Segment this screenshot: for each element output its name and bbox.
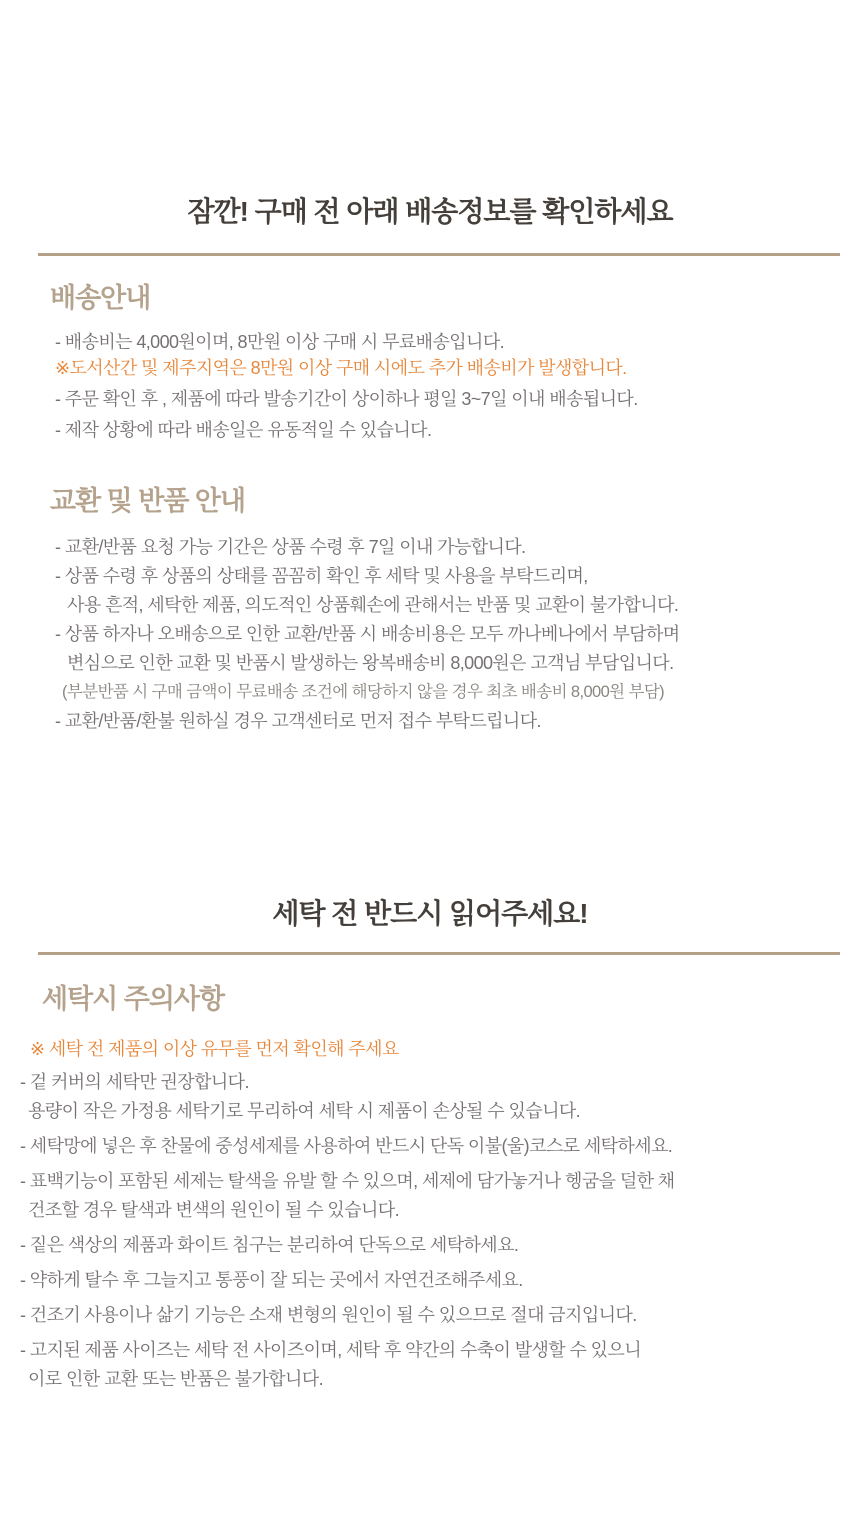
- info-line: - 교환/반품 요청 가능 기간은 상품 수령 후 7일 이내 가능합니다.: [55, 537, 526, 557]
- info-line: - 교환/반품/환불 원하실 경우 고객센터로 먼저 접수 부탁드립니다.: [55, 711, 541, 731]
- info-line: - 배송비는 4,000원이며, 8만원 이상 구매 시 무료배송입니다.: [55, 332, 505, 352]
- info-line: 이로 인한 교환 또는 반품은 불가합니다.: [28, 1369, 324, 1389]
- info-line: - 상품 하자나 오배송으로 인한 교환/반품 시 배송비용은 모두 까나베나에서 부담하며: [55, 624, 680, 644]
- washing-notes-list: [20, 1072, 840, 1389]
- info-line: 사용 흔적, 세탁한 제품, 의도적인 상품훼손에 관해서는 반품 및 교환이 불가합니다.: [67, 595, 679, 615]
- info-line: - 고지된 제품 사이즈는 세탁 전 사이즈이며, 세탁 후 약간의 수축이 발생할 수 있으니: [20, 1340, 642, 1360]
- info-line: 건조할 경우 탈색과 변색의 원인이 될 수 있습니다.: [28, 1200, 399, 1220]
- info-line: - 약하게 탈수 후 그늘지고 통풍이 잘 되는 곳에서 자연건조해주세요.: [20, 1270, 523, 1290]
- exchange-return-section: [0, 485, 860, 731]
- info-line: - 주문 확인 후 , 제품에 따라 발송기간이 상이하나 평일 3~7일 이내 배송됩니다.: [55, 389, 638, 409]
- section-divider: [38, 952, 840, 955]
- washing-precheck-note: ※ 세탁 전 제품의 이상 유무를 먼저 확인해 주세요: [30, 1039, 399, 1059]
- shipping-section-title: 잠깐! 구매 전 아래 배송정보를 확인하세요: [187, 196, 673, 227]
- delivery-notes-list: [50, 332, 840, 440]
- info-line: - 제작 상황에 따라 배송일은 유동적일 수 있습니다.: [55, 420, 432, 440]
- info-line: - 짙은 색상의 제품과 화이트 침구는 분리하여 단독으로 세탁하세요.: [20, 1235, 519, 1255]
- info-line: 용량이 작은 가정용 세탁기로 무리하여 세탁 시 제품이 손상될 수 있습니다.: [28, 1101, 581, 1121]
- info-line: 변심으로 인한 교환 및 반품시 발생하는 왕복배송비 8,000원은 고객님 부담입니다.: [67, 653, 674, 673]
- info-line: - 세탁망에 넣은 후 찬물에 중성세제를 사용하여 반드시 단독 이불(울)코스로 세탁하세요.: [20, 1136, 673, 1156]
- washing-caution-section: [0, 983, 860, 1389]
- info-line: - 겉 커버의 세탁만 권장합니다.: [20, 1072, 249, 1092]
- exchange-heading: 교환 및 반품 안내: [50, 486, 246, 516]
- info-line: - 건조기 사용이나 삶기 기능은 소재 변형의 원인이 될 수 있으므로 절대 금지입니다.: [20, 1305, 637, 1325]
- section-divider: [38, 253, 840, 256]
- washing-caution-heading: 세탁시 주의사항: [42, 984, 225, 1014]
- info-line: - 표백기능이 포함된 세제는 탈색을 유발 할 수 있으며, 세제에 담가놓거나 헹굼을 덜한 채: [20, 1171, 675, 1191]
- info-line: (부분반품 시 구매 금액이 무료배송 조건에 해당하지 않을 경우 최초 배송비 8,000원 부담): [62, 683, 665, 701]
- exchange-notes-list: [50, 537, 840, 731]
- delivery-heading: 배송안내: [50, 283, 151, 313]
- info-line: ※도서산간 및 제주지역은 8만원 이상 구매 시에도 추가 배송비가 발생합니다.: [55, 358, 627, 378]
- delivery-info-section: [0, 282, 860, 440]
- info-line: - 상품 수령 후 상품의 상태를 꼼꼼히 확인 후 세탁 및 사용을 부탁드리며,: [55, 566, 588, 586]
- washing-section-title: 세탁 전 반드시 읽어주세요!: [272, 898, 588, 929]
